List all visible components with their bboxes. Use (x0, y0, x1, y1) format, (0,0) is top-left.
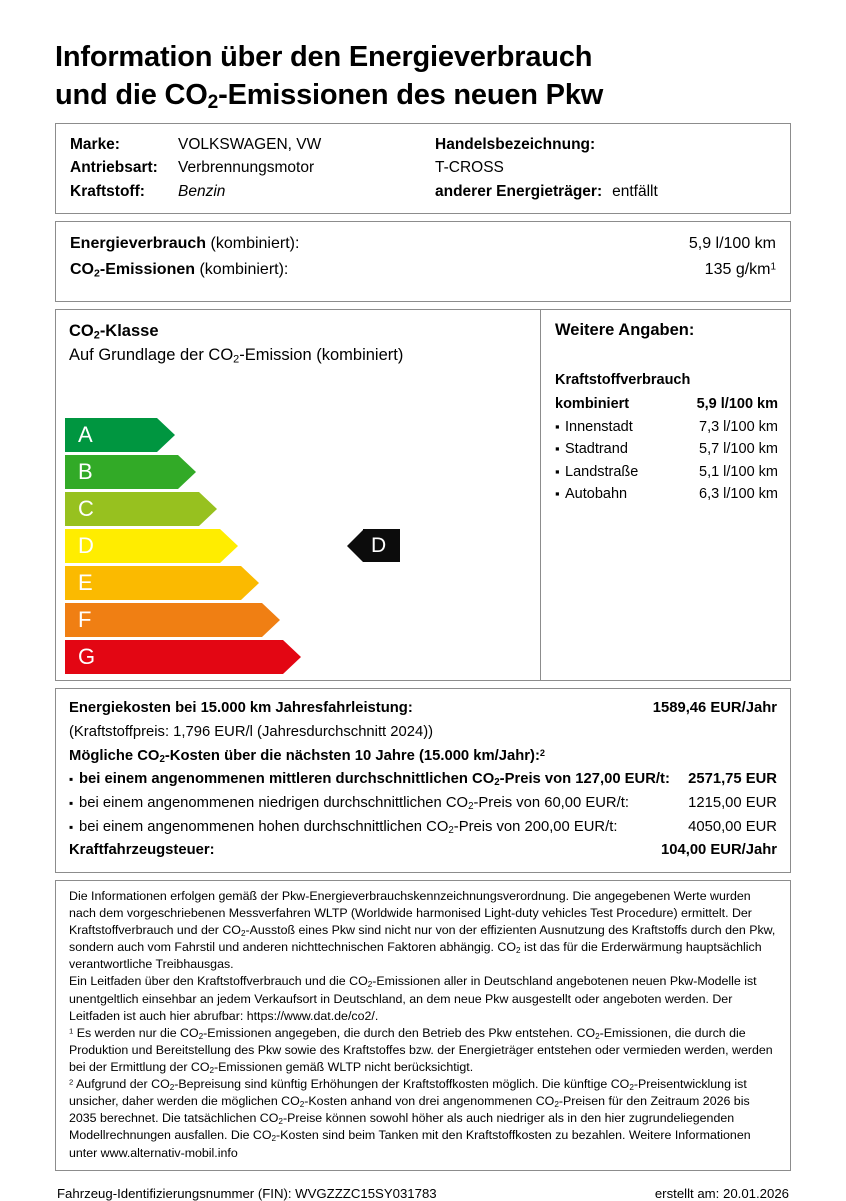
arrow-tip (178, 455, 196, 489)
co2-subscript: 2 (240, 928, 246, 938)
arrow-tip (199, 492, 217, 526)
consumption-item-label: ▪ Innenstadt (555, 416, 699, 438)
footer (55, 1171, 791, 1201)
arrow-body (65, 640, 283, 674)
arrow-tip (220, 529, 238, 563)
co2-class-arrow-g (65, 640, 365, 674)
co2-class-arrow-d (65, 529, 365, 563)
arrow-body (65, 529, 220, 563)
created-date: erstellt am: 20.01.2026 (654, 1185, 789, 1201)
vehicle-info-box (55, 123, 791, 215)
fin-text: Fahrzeug-Identifizierungsnummer (FIN): WVGZZZC15SY031783 (57, 1185, 437, 1201)
co2-emissionen-label: $CO_2$-Emissionen (kombiniert): (70, 261, 289, 280)
consumption-list-item (555, 438, 790, 460)
consumption-item-value: 7,3 l/100 km (699, 418, 778, 435)
consumption-box (55, 221, 791, 302)
co2-subscript: 2 (367, 980, 373, 990)
consumption-list-item (555, 393, 790, 415)
co2-subscript: 2 (159, 753, 165, 765)
arrow-body (65, 418, 157, 452)
co2-cost-row (69, 816, 777, 840)
marker-letter: D (371, 534, 387, 558)
kraftstoffverbrauch-section-title: Kraftstoffverbrauch (555, 372, 691, 389)
energiekosten-value: 1589,46 EUR/Jahr (652, 700, 777, 717)
co2-subscript: 2 (233, 353, 240, 366)
co2-subscript: 2 (299, 1100, 305, 1109)
co2-subscript: 2 (554, 1100, 559, 1109)
co2-subscript: 2 (169, 1082, 175, 1092)
handelsbezeichnung-value: T-CROSS (435, 159, 504, 177)
kraftfahrzeugsteuer-value: 104,00 EUR/Jahr (661, 842, 777, 859)
co2-subscript: 2 (595, 1031, 600, 1041)
co2-cost-value: 2571,75 EUR (688, 771, 777, 788)
footnote-marker-2: 2 (69, 1077, 74, 1087)
consumption-item-label: ▪ Stadtrand (555, 438, 699, 460)
co2-subscript: 2 (198, 1031, 204, 1041)
co2-class-arrow-c (65, 492, 365, 526)
vehicle-row-kraftstoff (70, 180, 776, 204)
vehicle-row-antriebsart (70, 156, 776, 180)
arrow-body (65, 566, 241, 600)
co2-cost-row (69, 792, 777, 816)
co2-cost-value: 1215,00 EUR (688, 794, 777, 811)
co2-class-box (55, 309, 791, 681)
antriebsart-value: Verbrennungsmotor (178, 159, 315, 177)
weitere-angaben-panel (540, 310, 790, 680)
co2-subscript: 2 (209, 1065, 215, 1075)
co2-subscript: 2 (448, 824, 454, 836)
arrow-letter: A (78, 422, 93, 448)
footnote-marker-1: 1 (69, 1026, 74, 1036)
co2-class-selected-marker (347, 529, 400, 562)
page-title-line-2: und die $CO_2$-Emissionen des neuen Pkw (55, 79, 604, 114)
arrow-body (65, 455, 178, 489)
consumption-list-item (555, 416, 790, 438)
bullet-icon: ▪ (69, 819, 74, 834)
arrow-tip (262, 603, 280, 637)
consumption-list-item (555, 461, 790, 483)
co2-subscript: 2 (278, 1117, 283, 1127)
energiekosten-label: Energiekosten bei 15.000 km Jahresfahrleistung: (69, 700, 413, 717)
co2-klasse-heading: $CO_2$-Klasse (69, 322, 159, 342)
weitere-angaben-title: Weitere Angaben: (555, 321, 695, 340)
co2-cost-row (69, 768, 777, 792)
bullet-icon: ▪ (555, 418, 560, 434)
anderer-energietraeger-label: anderer Energieträger: (435, 182, 603, 200)
kraftstoff-label: Kraftstoff: (70, 182, 145, 200)
kraftstoffverbrauch-list (555, 393, 790, 505)
marke-label: Marke: (70, 135, 120, 153)
co2-subscript: 2 (94, 267, 100, 280)
consumption-item-value: 5,7 l/100 km (699, 441, 778, 458)
co2-class-arrow-b (65, 455, 365, 489)
legal-paragraph-2: Ein Leitfaden über den Kraftstoffverbrauch und die $CO_2$-Emissionen aller in Deutschland angebotenen neuen Pkw-Modelle ist unentgeltlich einsehbar an jedem Verkaufsort in Deutschland, an dem neue Pkw ausgestellt oder angeboten werden. Der Leitfaden ist auch hier abrufbar: https://www.dat.de/co2/. (69, 974, 757, 1023)
bullet-icon: ▪ (555, 441, 560, 457)
marke-value: VOLKSWAGEN, VW (178, 135, 322, 153)
consumption-item-label: ▪ Autobahn (555, 483, 699, 505)
energieverbrauch-value: 5,9 l/100 km (688, 235, 776, 253)
co2-class-arrow-a (65, 418, 365, 452)
co2-emissionen-value: 135 $g/km^1$ (704, 261, 776, 279)
arrow-letter: C (78, 496, 94, 522)
co2-subscript: 2 (207, 92, 219, 114)
bullet-icon: ▪ (69, 795, 74, 810)
arrow-tip (157, 418, 175, 452)
page-title-line-1: Information über den Energieverbrauch (55, 41, 593, 73)
consumption-item-label: kombiniert (555, 396, 630, 413)
antriebsart-label: Antriebsart: (70, 159, 158, 177)
arrow-body (65, 492, 199, 526)
bullet-icon: ▪ (69, 772, 74, 787)
arrow-letter: E (78, 570, 93, 596)
arrow-letter: B (78, 459, 93, 485)
consumption-item-value: 5,1 l/100 km (699, 463, 778, 480)
footnote-ref-2: 2 (539, 747, 545, 758)
footnote-ref-1: 1 (770, 261, 776, 273)
consumption-list-item (555, 483, 790, 505)
consumption-item-value: 5,9 l/100 km (696, 396, 778, 413)
kraftfahrzeugsteuer-label: Kraftfahrzeugsteuer: (69, 842, 215, 859)
energiekosten-row (69, 697, 777, 721)
vehicle-row-marke (70, 133, 776, 157)
co2-class-arrow-e (65, 566, 365, 600)
anderer-energietraeger-value: entfällt (612, 182, 658, 200)
energieverbrauch-row (70, 231, 776, 257)
co2-class-scale-panel (56, 310, 540, 680)
arrow-letter: D (78, 533, 94, 559)
costs-box (55, 688, 791, 873)
moegliche-co2-kosten-heading: Mögliche $CO_2$-Kosten über die nächsten 10 Jahre (15.000 km/Jahr):$^2$ (69, 747, 545, 765)
kraftstoff-value: Benzin (178, 182, 226, 200)
bullet-icon: ▪ (555, 486, 560, 502)
kraftstoffpreis-note: (Kraftstoffpreis: 1,796 EUR/l (Jahresdurchschnitt 2024)) (69, 723, 434, 740)
co2-cost-label: ▪ bei einem angenommenen mittleren durchschnittlichen $CO_2$-Preis von 127,00 EUR/t: (69, 771, 670, 789)
arrow-tip (241, 566, 259, 600)
co2-cost-label: ▪ bei einem angenommenen niedrigen durchschnittlichen $CO_2$-Preis von 60,00 EUR/t: (69, 794, 629, 813)
co2-subscript: 2 (468, 801, 474, 813)
co2-class-scale (65, 418, 365, 677)
co2-subscript: 2 (494, 777, 500, 789)
bullet-icon: ▪ (555, 463, 560, 479)
arrow-body (65, 603, 262, 637)
legal-footnote-1: $^1$ Es werden nur die $CO_2$-Emissionen angegeben, die durch den Betrieb des Pkw entstehen. $CO_2$-Emissionen, die durch die Produktion und Bereitstellung des Pkw sowie des Kraftstoffes bzw. der Energieträger entstehen oder vermieden werden, werden bei der Ermittlung der $CO_2$-Emissionen gemäß WLTP nicht berücksichtigt. (69, 1025, 773, 1075)
co2-cost-rows (69, 768, 777, 839)
page-title (55, 0, 791, 116)
co2-klasse-subheading: Auf Grundlage der $CO_2$-Emission (kombiniert) (69, 346, 404, 366)
arrow-letter: G (78, 644, 96, 670)
co2-cost-value: 4050,00 EUR (688, 818, 777, 835)
co2-emissionen-row (70, 257, 776, 283)
consumption-item-value: 6,3 l/100 km (699, 486, 778, 503)
legal-paragraph-1: Die Informationen erfolgen gemäß der Pkw-Energieverbrauchskennzeichnungsverordnung. Die angegebenen Werte wurden nach dem vorgeschriebenen Messverfahren WLTP (Worldwide harmonised Light-duty vehicles Test Procedure) ermittelt. Der Kraftstoffverbrauch und der $CO_2$-Ausstoß eines Pkw sind nicht nur von der effizienten Ausnutzung des Kraftstoffs durch den Pkw, sondern auch vom Fahrstil und anderen nichttechnischen Faktoren abhängig. $CO_2$ ist das für die Erderwärmung hauptsächlich verantwortliche Treibhausgas. (69, 888, 776, 972)
energieverbrauch-label: Energieverbrauch (kombiniert): (70, 235, 300, 253)
legal-footnote-2: $^2$ Aufgrund der $CO_2$-Bepreisung sind künftig Erhöhungen der Kraftstoffkosten möglich. Die künftige $CO_2$-Preisentwicklung ist unsicher, daher werden die möglichen $CO_2$-Kosten anhand von drei angenommenen $CO_2$-Preisen für den Zeitraum 2026 bis 2035 berechnet. Die tatsächlichen $CO_2$-Preise können sowohl höher als auch niedriger als in den hier zugrundeliegenden Modellrechnungen ausfallen. Die $CO_2$-Kosten sind beim Tanken mit den Kraftstoffkosten zu bezahlen. Weitere Informationen unter www.alternativ-mobil.info (69, 1077, 751, 1160)
co2-class-arrow-f (65, 603, 365, 637)
legal-text-box (55, 880, 791, 1171)
marker-arrow-tip (347, 530, 363, 562)
co2-cost-label: ▪ bei einem angenommenen hohen durchschnittlichen $CO_2$-Preis von 200,00 EUR/t: (69, 818, 618, 836)
kraftfahrzeugsteuer-row (69, 839, 777, 863)
co2-subscript: 2 (93, 329, 100, 342)
arrow-letter: F (78, 607, 92, 633)
arrow-tip (283, 640, 301, 674)
co2-subscript: 2 (271, 1134, 277, 1144)
co2-subscript: 2 (516, 946, 521, 956)
marker-body (363, 529, 400, 562)
co2-subscript: 2 (629, 1082, 634, 1092)
consumption-item-label: ▪ Landstraße (555, 461, 699, 483)
handelsbezeichnung-label: Handelsbezeichnung: (435, 135, 596, 153)
